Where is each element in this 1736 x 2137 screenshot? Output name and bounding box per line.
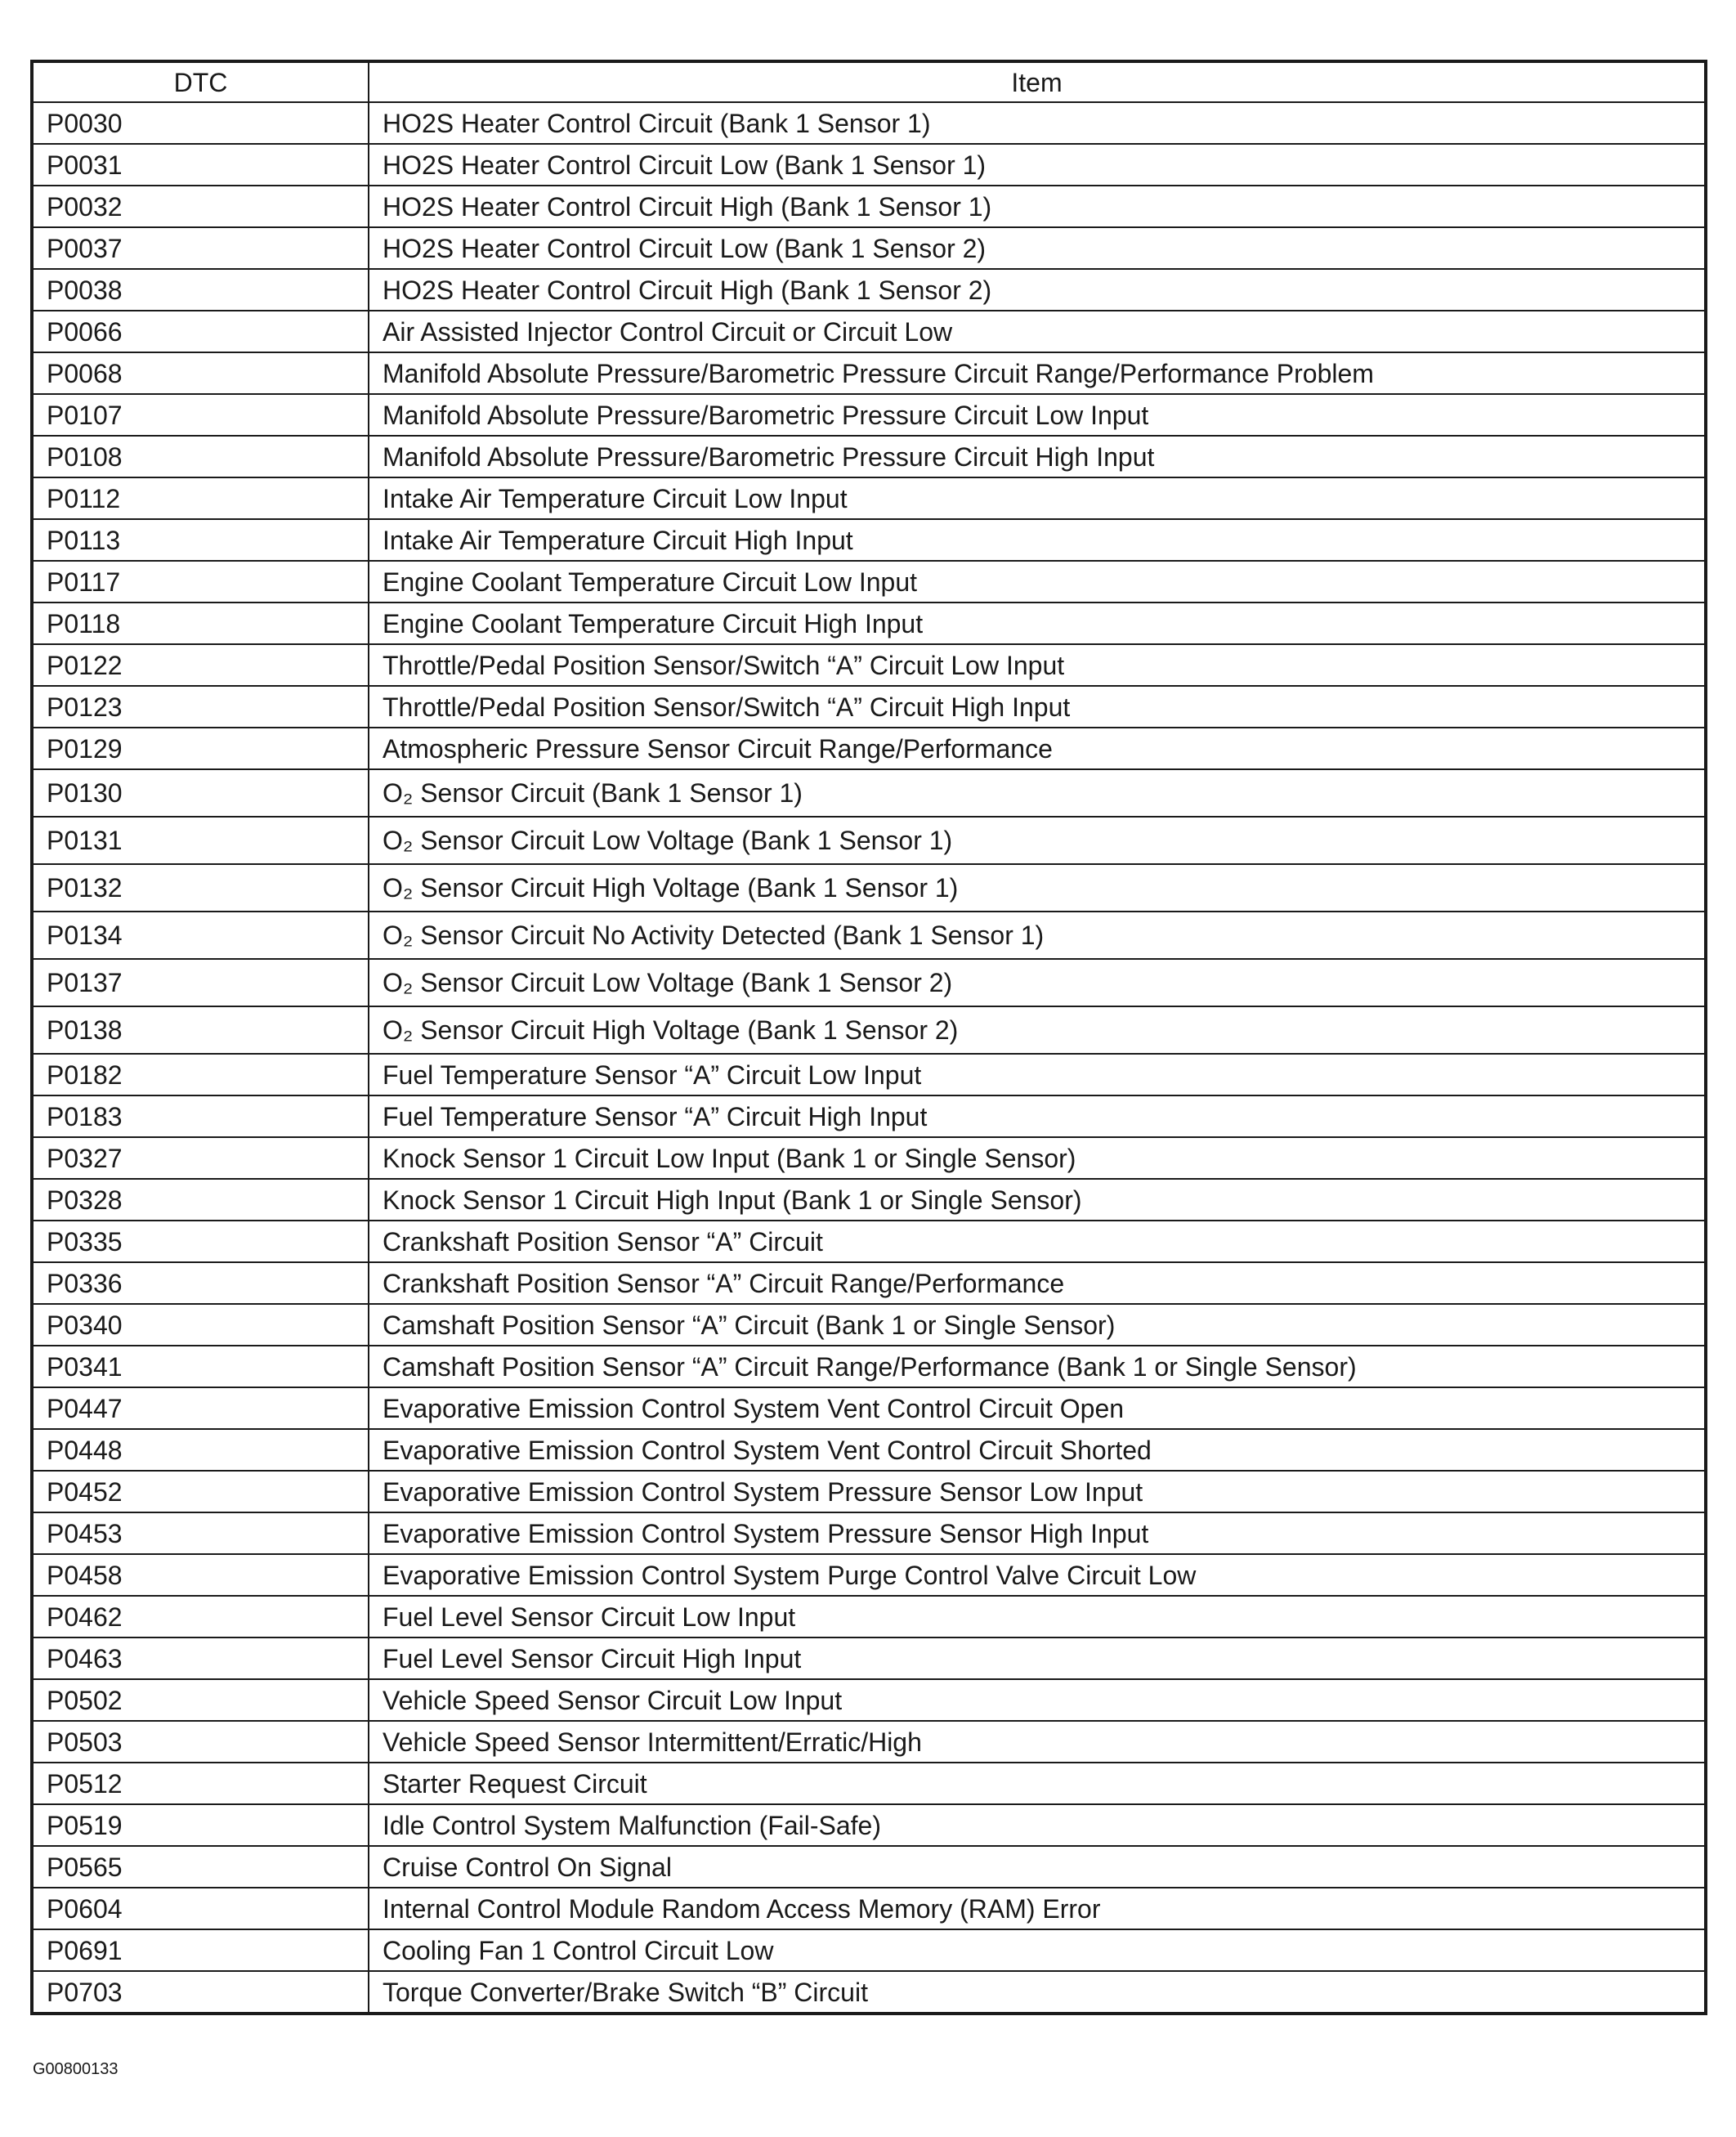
table-row <box>32 644 1706 686</box>
dtc-code-cell: P0565 <box>32 1846 369 1888</box>
dtc-code-cell: P0122 <box>32 644 369 686</box>
table-row <box>32 269 1706 311</box>
table-row <box>32 1221 1706 1262</box>
dtc-item-cell: HO2S Heater Control Circuit (Bank 1 Sensor 1) <box>369 102 1706 144</box>
dtc-item-cell: HO2S Heater Control Circuit Low (Bank 1 Sensor 2) <box>369 227 1706 269</box>
dtc-code-cell: P0132 <box>32 864 369 912</box>
dtc-item-cell: Torque Converter/Brake Switch “B” Circuit <box>369 1971 1706 2014</box>
table-row <box>32 227 1706 269</box>
table-row <box>32 1429 1706 1471</box>
table-row <box>32 1888 1706 1929</box>
dtc-item-cell: Evaporative Emission Control System Vent Control Circuit Shorted <box>369 1429 1706 1471</box>
table-row <box>32 1346 1706 1387</box>
dtc-code-cell: P0118 <box>32 603 369 644</box>
table-row <box>32 1804 1706 1846</box>
dtc-item-cell: HO2S Heater Control Circuit Low (Bank 1 Sensor 1) <box>369 144 1706 186</box>
figure-code: G00800133 <box>33 2060 119 2078</box>
table-row <box>32 1304 1706 1346</box>
dtc-code-cell: P0037 <box>32 227 369 269</box>
dtc-item-cell: Engine Coolant Temperature Circuit High Input <box>369 603 1706 644</box>
table-row <box>32 603 1706 644</box>
table-row <box>32 1929 1706 1971</box>
dtc-code-cell: P0452 <box>32 1471 369 1512</box>
dtc-item-cell: Knock Sensor 1 Circuit Low Input (Bank 1 or Single Sensor) <box>369 1137 1706 1179</box>
dtc-code-cell: P0182 <box>32 1054 369 1095</box>
dtc-code-cell: P0137 <box>32 959 369 1006</box>
dtc-item-cell: O₂ Sensor Circuit High Voltage (Bank 1 Sensor 2) <box>369 1006 1706 1054</box>
table-row <box>32 1637 1706 1679</box>
dtc-item-cell: Camshaft Position Sensor “A” Circuit (Bank 1 or Single Sensor) <box>369 1304 1706 1346</box>
dtc-item-cell: Evaporative Emission Control System Vent Control Circuit Open <box>369 1387 1706 1429</box>
dtc-item-cell: Vehicle Speed Sensor Circuit Low Input <box>369 1679 1706 1721</box>
dtc-item-cell: Crankshaft Position Sensor “A” Circuit Range/Performance <box>369 1262 1706 1304</box>
dtc-item-cell: Throttle/Pedal Position Sensor/Switch “A” Circuit High Input <box>369 686 1706 728</box>
table-row <box>32 1471 1706 1512</box>
table-header <box>32 61 1706 102</box>
table-body <box>32 102 1706 2014</box>
dtc-code-cell: P0453 <box>32 1512 369 1554</box>
dtc-code-cell: P0462 <box>32 1596 369 1637</box>
dtc-item-cell: O₂ Sensor Circuit (Bank 1 Sensor 1) <box>369 769 1706 817</box>
dtc-item-cell: Cooling Fan 1 Control Circuit Low <box>369 1929 1706 1971</box>
dtc-code-cell: P0463 <box>32 1637 369 1679</box>
dtc-item-cell: Evaporative Emission Control System Purge Control Valve Circuit Low <box>369 1554 1706 1596</box>
dtc-code-cell: P0030 <box>32 102 369 144</box>
dtc-item-cell: Intake Air Temperature Circuit High Input <box>369 519 1706 561</box>
dtc-code-cell: P0038 <box>32 269 369 311</box>
table-row <box>32 1179 1706 1221</box>
column-header-item: Item <box>369 61 1706 102</box>
dtc-item-cell: Fuel Temperature Sensor “A” Circuit High Input <box>369 1095 1706 1137</box>
dtc-item-cell: Atmospheric Pressure Sensor Circuit Range/Performance <box>369 728 1706 769</box>
document-page <box>30 60 1704 2015</box>
table-row <box>32 1095 1706 1137</box>
table-row <box>32 1971 1706 2014</box>
table-row <box>32 394 1706 436</box>
dtc-item-cell: Fuel Temperature Sensor “A” Circuit Low Input <box>369 1054 1706 1095</box>
dtc-table <box>30 60 1707 2015</box>
dtc-code-cell: P0134 <box>32 912 369 959</box>
dtc-item-cell: Manifold Absolute Pressure/Barometric Pressure Circuit Range/Performance Problem <box>369 352 1706 394</box>
dtc-code-cell: P0341 <box>32 1346 369 1387</box>
table-row <box>32 1679 1706 1721</box>
dtc-item-cell: O₂ Sensor Circuit Low Voltage (Bank 1 Sensor 1) <box>369 817 1706 864</box>
column-header-dtc: DTC <box>32 61 369 102</box>
table-row <box>32 1262 1706 1304</box>
dtc-code-cell: P0519 <box>32 1804 369 1846</box>
table-row <box>32 1006 1706 1054</box>
dtc-item-cell: Camshaft Position Sensor “A” Circuit Range/Performance (Bank 1 or Single Sensor) <box>369 1346 1706 1387</box>
table-row <box>32 1596 1706 1637</box>
dtc-code-cell: P0604 <box>32 1888 369 1929</box>
table-row <box>32 959 1706 1006</box>
table-row <box>32 102 1706 144</box>
dtc-item-cell: Evaporative Emission Control System Pressure Sensor Low Input <box>369 1471 1706 1512</box>
dtc-item-cell: HO2S Heater Control Circuit High (Bank 1 Sensor 2) <box>369 269 1706 311</box>
table-row <box>32 912 1706 959</box>
dtc-item-cell: O₂ Sensor Circuit Low Voltage (Bank 1 Sensor 2) <box>369 959 1706 1006</box>
dtc-item-cell: Fuel Level Sensor Circuit High Input <box>369 1637 1706 1679</box>
table-row <box>32 1554 1706 1596</box>
dtc-code-cell: P0512 <box>32 1763 369 1804</box>
dtc-code-cell: P0458 <box>32 1554 369 1596</box>
table-row <box>32 864 1706 912</box>
dtc-code-cell: P0335 <box>32 1221 369 1262</box>
table-row <box>32 1387 1706 1429</box>
dtc-code-cell: P0502 <box>32 1679 369 1721</box>
dtc-item-cell: Intake Air Temperature Circuit Low Input <box>369 477 1706 519</box>
dtc-code-cell: P0131 <box>32 817 369 864</box>
dtc-item-cell: O₂ Sensor Circuit High Voltage (Bank 1 Sensor 1) <box>369 864 1706 912</box>
table-row <box>32 436 1706 477</box>
table-row <box>32 477 1706 519</box>
dtc-item-cell: Evaporative Emission Control System Pressure Sensor High Input <box>369 1512 1706 1554</box>
table-row <box>32 186 1706 227</box>
dtc-code-cell: P0068 <box>32 352 369 394</box>
dtc-item-cell: Starter Request Circuit <box>369 1763 1706 1804</box>
dtc-code-cell: P0340 <box>32 1304 369 1346</box>
table-header-row <box>32 61 1706 102</box>
table-row <box>32 728 1706 769</box>
dtc-item-cell: Manifold Absolute Pressure/Barometric Pressure Circuit High Input <box>369 436 1706 477</box>
dtc-code-cell: P0703 <box>32 1971 369 2014</box>
dtc-code-cell: P0129 <box>32 728 369 769</box>
dtc-code-cell: P0108 <box>32 436 369 477</box>
dtc-item-cell: Engine Coolant Temperature Circuit Low Input <box>369 561 1706 603</box>
dtc-item-cell: Internal Control Module Random Access Memory (RAM) Error <box>369 1888 1706 1929</box>
dtc-item-cell: HO2S Heater Control Circuit High (Bank 1 Sensor 1) <box>369 186 1706 227</box>
dtc-code-cell: P0327 <box>32 1137 369 1179</box>
dtc-code-cell: P0448 <box>32 1429 369 1471</box>
table-row <box>32 1721 1706 1763</box>
table-row <box>32 1054 1706 1095</box>
dtc-code-cell: P0117 <box>32 561 369 603</box>
dtc-code-cell: P0112 <box>32 477 369 519</box>
dtc-code-cell: P0066 <box>32 311 369 352</box>
table-row <box>32 561 1706 603</box>
dtc-code-cell: P0328 <box>32 1179 369 1221</box>
dtc-item-cell: Manifold Absolute Pressure/Barometric Pressure Circuit Low Input <box>369 394 1706 436</box>
dtc-item-cell: Cruise Control On Signal <box>369 1846 1706 1888</box>
dtc-code-cell: P0336 <box>32 1262 369 1304</box>
table-row <box>32 1137 1706 1179</box>
table-row <box>32 1512 1706 1554</box>
dtc-item-cell: Vehicle Speed Sensor Intermittent/Erratic/High <box>369 1721 1706 1763</box>
dtc-item-cell: Fuel Level Sensor Circuit Low Input <box>369 1596 1706 1637</box>
dtc-code-cell: P0447 <box>32 1387 369 1429</box>
dtc-code-cell: P0691 <box>32 1929 369 1971</box>
table-row <box>32 1763 1706 1804</box>
dtc-code-cell: P0113 <box>32 519 369 561</box>
dtc-item-cell: Knock Sensor 1 Circuit High Input (Bank 1 or Single Sensor) <box>369 1179 1706 1221</box>
table-row <box>32 769 1706 817</box>
dtc-item-cell: Idle Control System Malfunction (Fail-Safe) <box>369 1804 1706 1846</box>
dtc-code-cell: P0107 <box>32 394 369 436</box>
table-row <box>32 144 1706 186</box>
dtc-code-cell: P0138 <box>32 1006 369 1054</box>
table-row <box>32 1846 1706 1888</box>
dtc-item-cell: Crankshaft Position Sensor “A” Circuit <box>369 1221 1706 1262</box>
table-row <box>32 352 1706 394</box>
dtc-code-cell: P0130 <box>32 769 369 817</box>
table-row <box>32 817 1706 864</box>
dtc-code-cell: P0183 <box>32 1095 369 1137</box>
table-row <box>32 686 1706 728</box>
table-row <box>32 311 1706 352</box>
dtc-code-cell: P0503 <box>32 1721 369 1763</box>
dtc-code-cell: P0123 <box>32 686 369 728</box>
dtc-item-cell: Air Assisted Injector Control Circuit or Circuit Low <box>369 311 1706 352</box>
dtc-item-cell: Throttle/Pedal Position Sensor/Switch “A” Circuit Low Input <box>369 644 1706 686</box>
dtc-item-cell: O₂ Sensor Circuit No Activity Detected (Bank 1 Sensor 1) <box>369 912 1706 959</box>
dtc-code-cell: P0032 <box>32 186 369 227</box>
dtc-code-cell: P0031 <box>32 144 369 186</box>
table-row <box>32 519 1706 561</box>
